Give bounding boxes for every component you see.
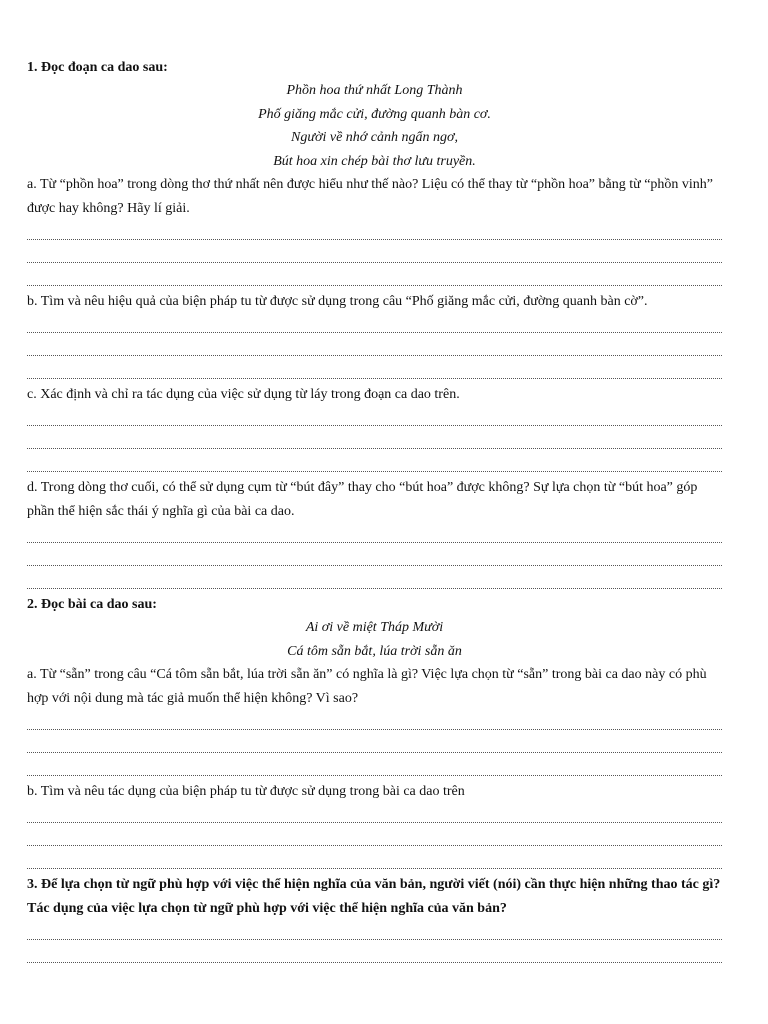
poem-1-line: Phồn hoa thứ nhất Long Thành: [286, 83, 463, 98]
poem-1-line: Phố giăng mắc cửi, đường quanh bàn cơ.: [258, 106, 491, 122]
question-2b: b. Tìm và nêu tác dụng của biện pháp tu từ được sử dụng trong bài ca dao trên: [27, 784, 465, 799]
answer-line[interactable]: [27, 734, 722, 757]
question-2-heading: 2. Đọc bài ca dao sau:: [27, 597, 157, 612]
answer-line[interactable]: [27, 244, 722, 267]
answer-line[interactable]: [27, 944, 722, 967]
question-3: [27, 873, 722, 967]
question-1: [27, 56, 722, 593]
poem-1: [27, 79, 722, 173]
answer-line[interactable]: [27, 407, 722, 430]
poem-1-line: Bút hoa xin chép bài thơ lưu truyền.: [273, 153, 476, 169]
question-1d: d. Trong dòng thơ cuối, có thể sử dụng cụm từ “bút đây” thay cho “bút hoa” được không? Sự lựa chọn từ “bút hoa” góp phần thể hiện sắc thái ý nghĩa gì của bài ca dao.: [27, 480, 698, 519]
answer-line[interactable]: [27, 921, 722, 944]
poem-2: [27, 616, 722, 663]
poem-2-line: Ai ơi về miệt Tháp Mười: [305, 620, 444, 635]
question-2: [27, 593, 722, 873]
answer-line[interactable]: [27, 337, 722, 360]
poem-2-line: Cá tôm sẵn bắt, lúa trời sẵn ăn: [287, 643, 462, 659]
answer-line[interactable]: [27, 360, 722, 383]
question-1b: b. Tìm và nêu hiệu quả của biện pháp tu từ được sử dụng trong câu “Phố giăng mắc cửi, đường quanh bàn cờ”.: [27, 294, 648, 309]
question-1c: c. Xác định và chỉ ra tác dụng của việc sử dụng từ láy trong đoạn ca dao trên.: [27, 387, 460, 402]
answer-line[interactable]: [27, 547, 722, 570]
question-2a: a. Từ “sẵn” trong câu “Cá tôm sẵn bắt, lúa trời sẵn ăn” có nghĩa là gì? Việc lựa chọn từ “sẵn” trong bài ca dao này có phù hợp với nội dung mà tác giả muốn thể hiện không? Vì sao?: [27, 667, 707, 706]
answer-line[interactable]: [27, 314, 722, 337]
question-1a: a. Từ “phồn hoa” trong dòng thơ thứ nhất nên được hiểu như thế nào? Liệu có thể thay từ “phồn hoa” bằng từ “phồn vinh” được hay không? Hãy lí giải.: [27, 177, 714, 216]
answer-line[interactable]: [27, 804, 722, 827]
answer-line[interactable]: [27, 267, 722, 290]
answer-line[interactable]: [27, 570, 722, 593]
answer-line[interactable]: [27, 430, 722, 453]
answer-line[interactable]: [27, 850, 722, 873]
answer-line[interactable]: [27, 453, 722, 476]
poem-1-line: Người về nhớ cảnh ngẩn ngơ,: [291, 130, 458, 145]
answer-line[interactable]: [27, 711, 722, 734]
question-3-text: 3. Để lựa chọn từ ngữ phù hợp với việc thể hiện nghĩa của văn bản, người viết (nói) cần thực hiện những thao tác gì? Tác dụng của việc lựa chọn từ ngữ phù hợp với việc thể hiện nghĩa của văn bản?: [27, 877, 721, 916]
answer-line[interactable]: [27, 221, 722, 244]
answer-line[interactable]: [27, 757, 722, 780]
question-1-heading: 1. Đọc đoạn ca dao sau:: [27, 60, 168, 75]
answer-line[interactable]: [27, 524, 722, 547]
answer-line[interactable]: [27, 827, 722, 850]
